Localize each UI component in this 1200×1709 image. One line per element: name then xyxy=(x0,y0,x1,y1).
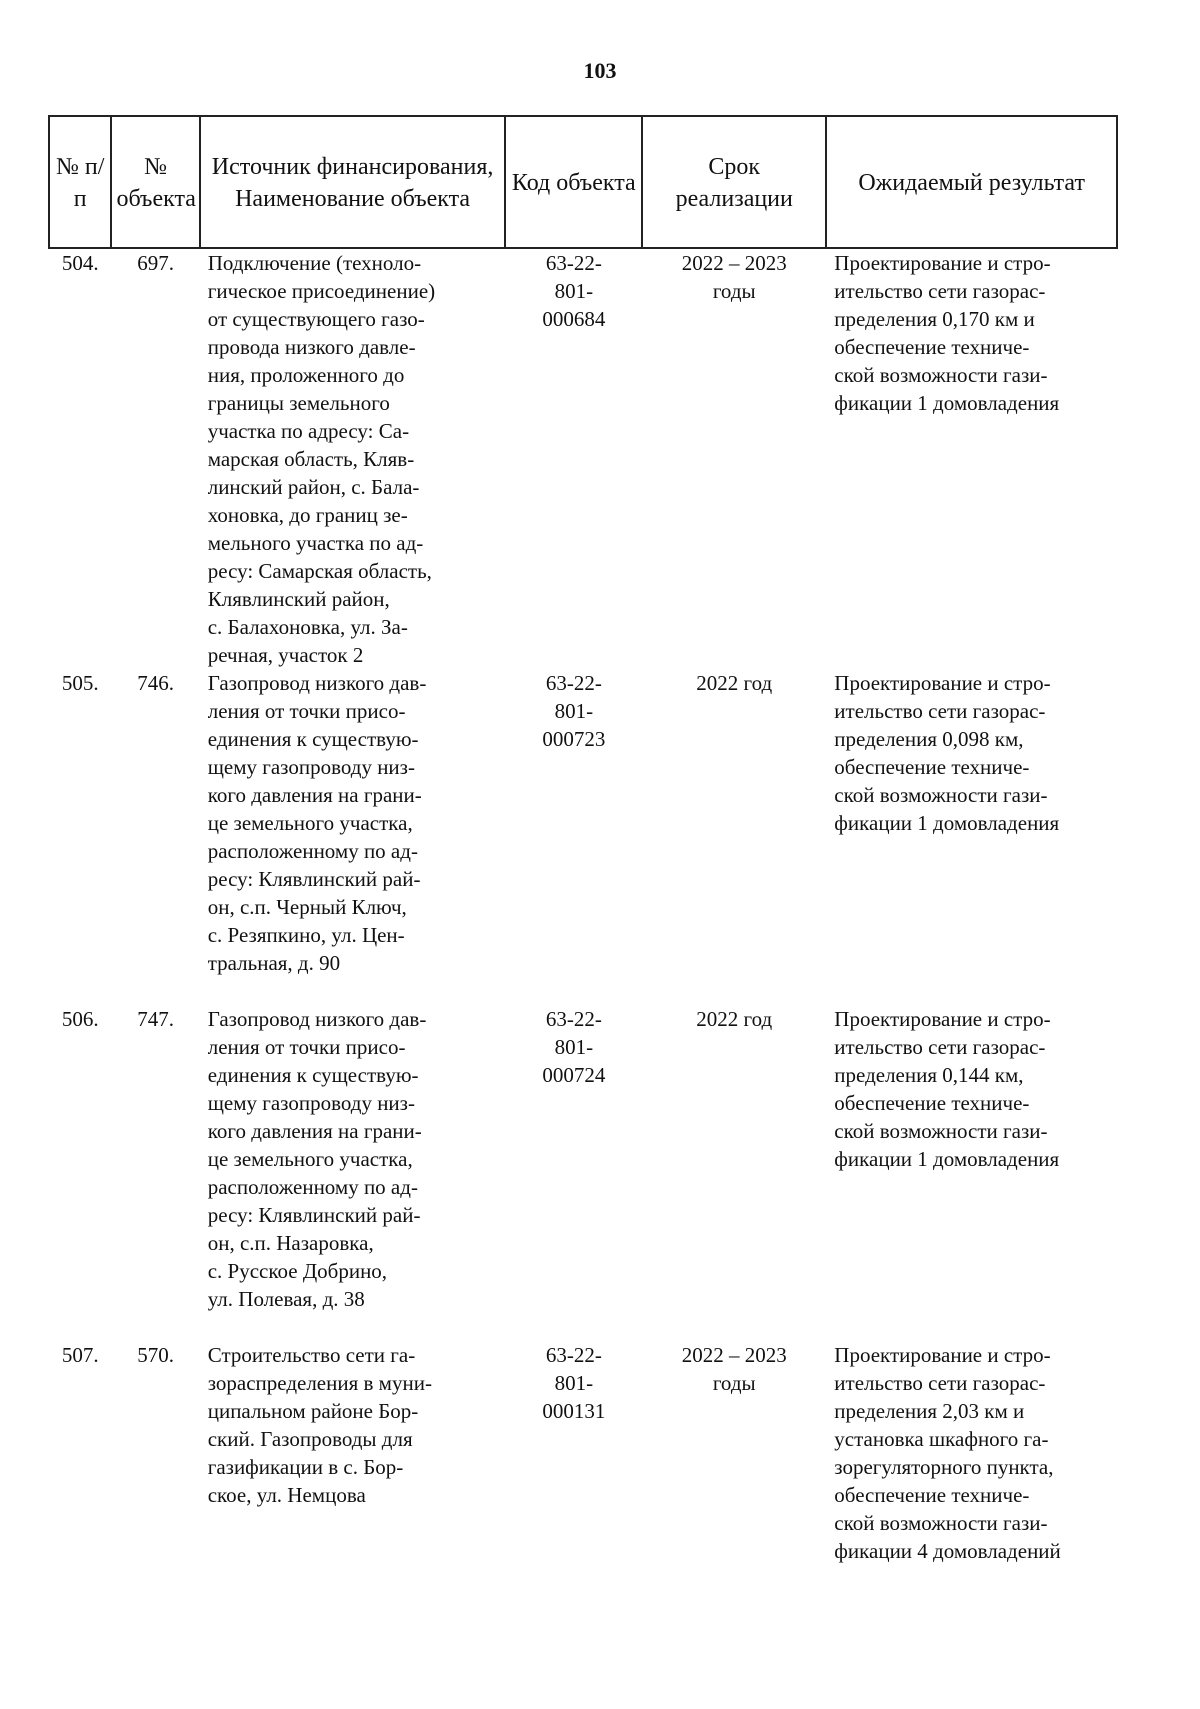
object-code-line: 63-22- xyxy=(545,1007,602,1031)
financing-source-line: ния, проложенного до xyxy=(207,363,405,387)
expected-result-line: Проектирование и стро- xyxy=(834,1007,1051,1031)
implementation-term-line: 2022 год xyxy=(696,1007,773,1031)
header-result: Ожидаемый результат xyxy=(826,116,1117,248)
expected-result-line: ительство сети газорас- xyxy=(834,699,1046,723)
expected-result-line: ской возможности гази- xyxy=(834,1119,1048,1143)
financing-source-line: тральная, д. 90 xyxy=(207,951,341,975)
financing-source-line: кого давления на грани- xyxy=(207,783,422,807)
table-header xyxy=(49,116,1117,248)
object-code-line: 63-22- xyxy=(545,251,602,275)
object-code xyxy=(505,248,642,669)
financing-source-line: мельного участка по ад- xyxy=(207,531,424,555)
financing-source-line: ресу: Клявлинский рай- xyxy=(207,1203,421,1227)
expected-result-line: ительство сети газорас- xyxy=(834,1371,1046,1395)
expected-result-line: фикации 1 домовладения xyxy=(834,1147,1060,1171)
expected-result-line: обеспечение техниче- xyxy=(834,335,1030,359)
expected-result-line: Проектирование и стро- xyxy=(834,251,1051,275)
financing-source-line: ское, ул. Немцова xyxy=(207,1483,366,1507)
financing-source-line: ресу: Самарская область, xyxy=(207,559,432,583)
financing-source-line: кого давления на грани- xyxy=(207,1119,422,1143)
financing-source-line: с. Резяпкино, ул. Цен- xyxy=(207,923,405,947)
financing-source-line: ципальном районе Бор- xyxy=(207,1399,419,1423)
financing-source-line: с. Балахоновка, ул. За- xyxy=(207,615,408,639)
object-code xyxy=(505,669,642,1005)
financing-source-line: ул. Полевая, д. 38 xyxy=(207,1287,365,1311)
expected-result-line: пределения 0,170 км и xyxy=(834,307,1035,331)
expected-result-line: Проектирование и стро- xyxy=(834,671,1051,695)
financing-source-line: единения к существую- xyxy=(207,727,419,751)
financing-source-line: провода низкого давле- xyxy=(207,335,416,359)
financing-source-line: ский. Газопроводы для xyxy=(207,1427,413,1451)
object-code-line: 801- xyxy=(554,1371,594,1395)
object-number: 746. xyxy=(137,671,174,695)
header-num: № п/п xyxy=(49,116,111,248)
financing-source-line: участка по адресу: Са- xyxy=(207,419,410,443)
expected-result-line: фикации 4 домовладений xyxy=(834,1539,1061,1563)
program-table xyxy=(48,115,1118,1591)
object-code-line: 63-22- xyxy=(545,671,602,695)
header-object-number: № объекта xyxy=(111,116,199,248)
object-code-line: 000131 xyxy=(542,1399,606,1423)
financing-source-line: речная, участок 2 xyxy=(207,643,364,667)
expected-result-line: Проектирование и стро- xyxy=(834,1343,1051,1367)
expected-result-line: зорегуляторного пункта, xyxy=(834,1455,1054,1479)
expected-result-line: фикации 1 домовладения xyxy=(834,811,1060,835)
expected-result xyxy=(826,669,1117,1005)
financing-source-line: с. Русское Добрино, xyxy=(207,1259,388,1283)
table-row xyxy=(49,248,1117,669)
object-code-line: 801- xyxy=(554,279,594,303)
expected-result xyxy=(826,1341,1117,1591)
financing-source-line: единения к существую- xyxy=(207,1063,419,1087)
row-number: 505. xyxy=(61,671,99,695)
row-number: 507. xyxy=(61,1343,99,1367)
expected-result xyxy=(826,1005,1117,1341)
implementation-term xyxy=(642,669,826,1005)
expected-result-line: установка шкафного га- xyxy=(834,1427,1049,1451)
financing-source xyxy=(200,1005,506,1341)
financing-source-line: от существующего газо- xyxy=(207,307,425,331)
financing-source-line: ления от точки присо- xyxy=(207,1035,406,1059)
implementation-term-line: годы xyxy=(712,279,756,303)
financing-source-line: ления от точки присо- xyxy=(207,699,406,723)
row-number: 504. xyxy=(61,251,99,275)
expected-result-line: фикации 1 домовладения xyxy=(834,391,1060,415)
object-number: 747. xyxy=(137,1007,174,1031)
expected-result-line: обеспечение техниче- xyxy=(834,1483,1030,1507)
object-code xyxy=(505,1005,642,1341)
financing-source-line: це земельного участка, xyxy=(207,1147,413,1171)
expected-result-line: ительство сети газорас- xyxy=(834,1035,1046,1059)
expected-result xyxy=(826,248,1117,669)
object-code-line: 801- xyxy=(554,699,594,723)
implementation-term xyxy=(642,248,826,669)
financing-source-line: Подключение (техноло- xyxy=(207,251,422,275)
financing-source-line: Газопровод низкого дав- xyxy=(207,1007,427,1031)
row-number: 506. xyxy=(61,1007,99,1031)
implementation-term-line: годы xyxy=(712,1371,756,1395)
financing-source-line: расположенному по ад- xyxy=(207,839,418,863)
expected-result-line: пределения 2,03 км и xyxy=(834,1399,1025,1423)
table-body xyxy=(49,248,1117,1591)
header-code: Код объекта xyxy=(505,116,642,248)
financing-source-line: он, с.п. Черный Ключ, xyxy=(207,895,407,919)
financing-source xyxy=(200,248,506,669)
table-row xyxy=(49,1341,1117,1591)
object-code-line: 63-22- xyxy=(545,1343,602,1367)
financing-source-line: газификации в с. Бор- xyxy=(207,1455,404,1479)
financing-source-line: границы земельного xyxy=(207,391,390,415)
implementation-term xyxy=(642,1341,826,1591)
financing-source-line: Клявлинский район, xyxy=(207,587,390,611)
financing-source-line: он, с.п. Назаровка, xyxy=(207,1231,374,1255)
implementation-term xyxy=(642,1005,826,1341)
expected-result-line: ской возможности гази- xyxy=(834,1511,1048,1535)
object-code-line: 000723 xyxy=(542,727,606,751)
implementation-term-line: 2022 год xyxy=(696,671,773,695)
financing-source-line: це земельного участка, xyxy=(207,811,413,835)
expected-result-line: ской возможности гази- xyxy=(834,783,1048,807)
expected-result-line: обеспечение техниче- xyxy=(834,1091,1030,1115)
object-code-line: 000724 xyxy=(542,1063,606,1087)
financing-source-line: зораспределения в муни- xyxy=(207,1371,432,1395)
expected-result-line: обеспечение техниче- xyxy=(834,755,1030,779)
table-row xyxy=(49,1005,1117,1341)
financing-source-line: марская область, Кляв- xyxy=(207,447,415,471)
financing-source-line: линский район, с. Бала- xyxy=(207,475,420,499)
object-code xyxy=(505,1341,642,1591)
implementation-term-line: 2022 – 2023 xyxy=(681,251,787,275)
financing-source-line: щему газопроводу низ- xyxy=(207,755,415,779)
expected-result-line: пределения 0,098 км, xyxy=(834,727,1024,751)
expected-result-line: ительство сети газорас- xyxy=(834,279,1046,303)
financing-source-line: щему газопроводу низ- xyxy=(207,1091,415,1115)
financing-source-line: расположенному по ад- xyxy=(207,1175,418,1199)
financing-source xyxy=(200,669,506,1005)
expected-result-line: пределения 0,144 км, xyxy=(834,1063,1024,1087)
object-code-line: 000684 xyxy=(542,307,606,331)
object-number: 697. xyxy=(137,251,174,275)
financing-source-line: гическое присоединение) xyxy=(207,279,436,303)
financing-source-line: ресу: Клявлинский рай- xyxy=(207,867,421,891)
page-number: 103 xyxy=(583,58,617,83)
financing-source-line: Газопровод низкого дав- xyxy=(207,671,427,695)
financing-source xyxy=(200,1341,506,1591)
expected-result-line: ской возможности гази- xyxy=(834,363,1048,387)
object-code-line: 801- xyxy=(554,1035,594,1059)
financing-source-line: Строительство сети га- xyxy=(207,1343,416,1367)
header-term: Срок реализации xyxy=(642,116,826,248)
implementation-term-line: 2022 – 2023 xyxy=(681,1343,787,1367)
financing-source-line: хоновка, до границ зе- xyxy=(207,503,408,527)
header-source: Источник финансирования, Наименование объекта xyxy=(200,116,506,248)
table-row xyxy=(49,669,1117,1005)
object-number: 570. xyxy=(137,1343,174,1367)
